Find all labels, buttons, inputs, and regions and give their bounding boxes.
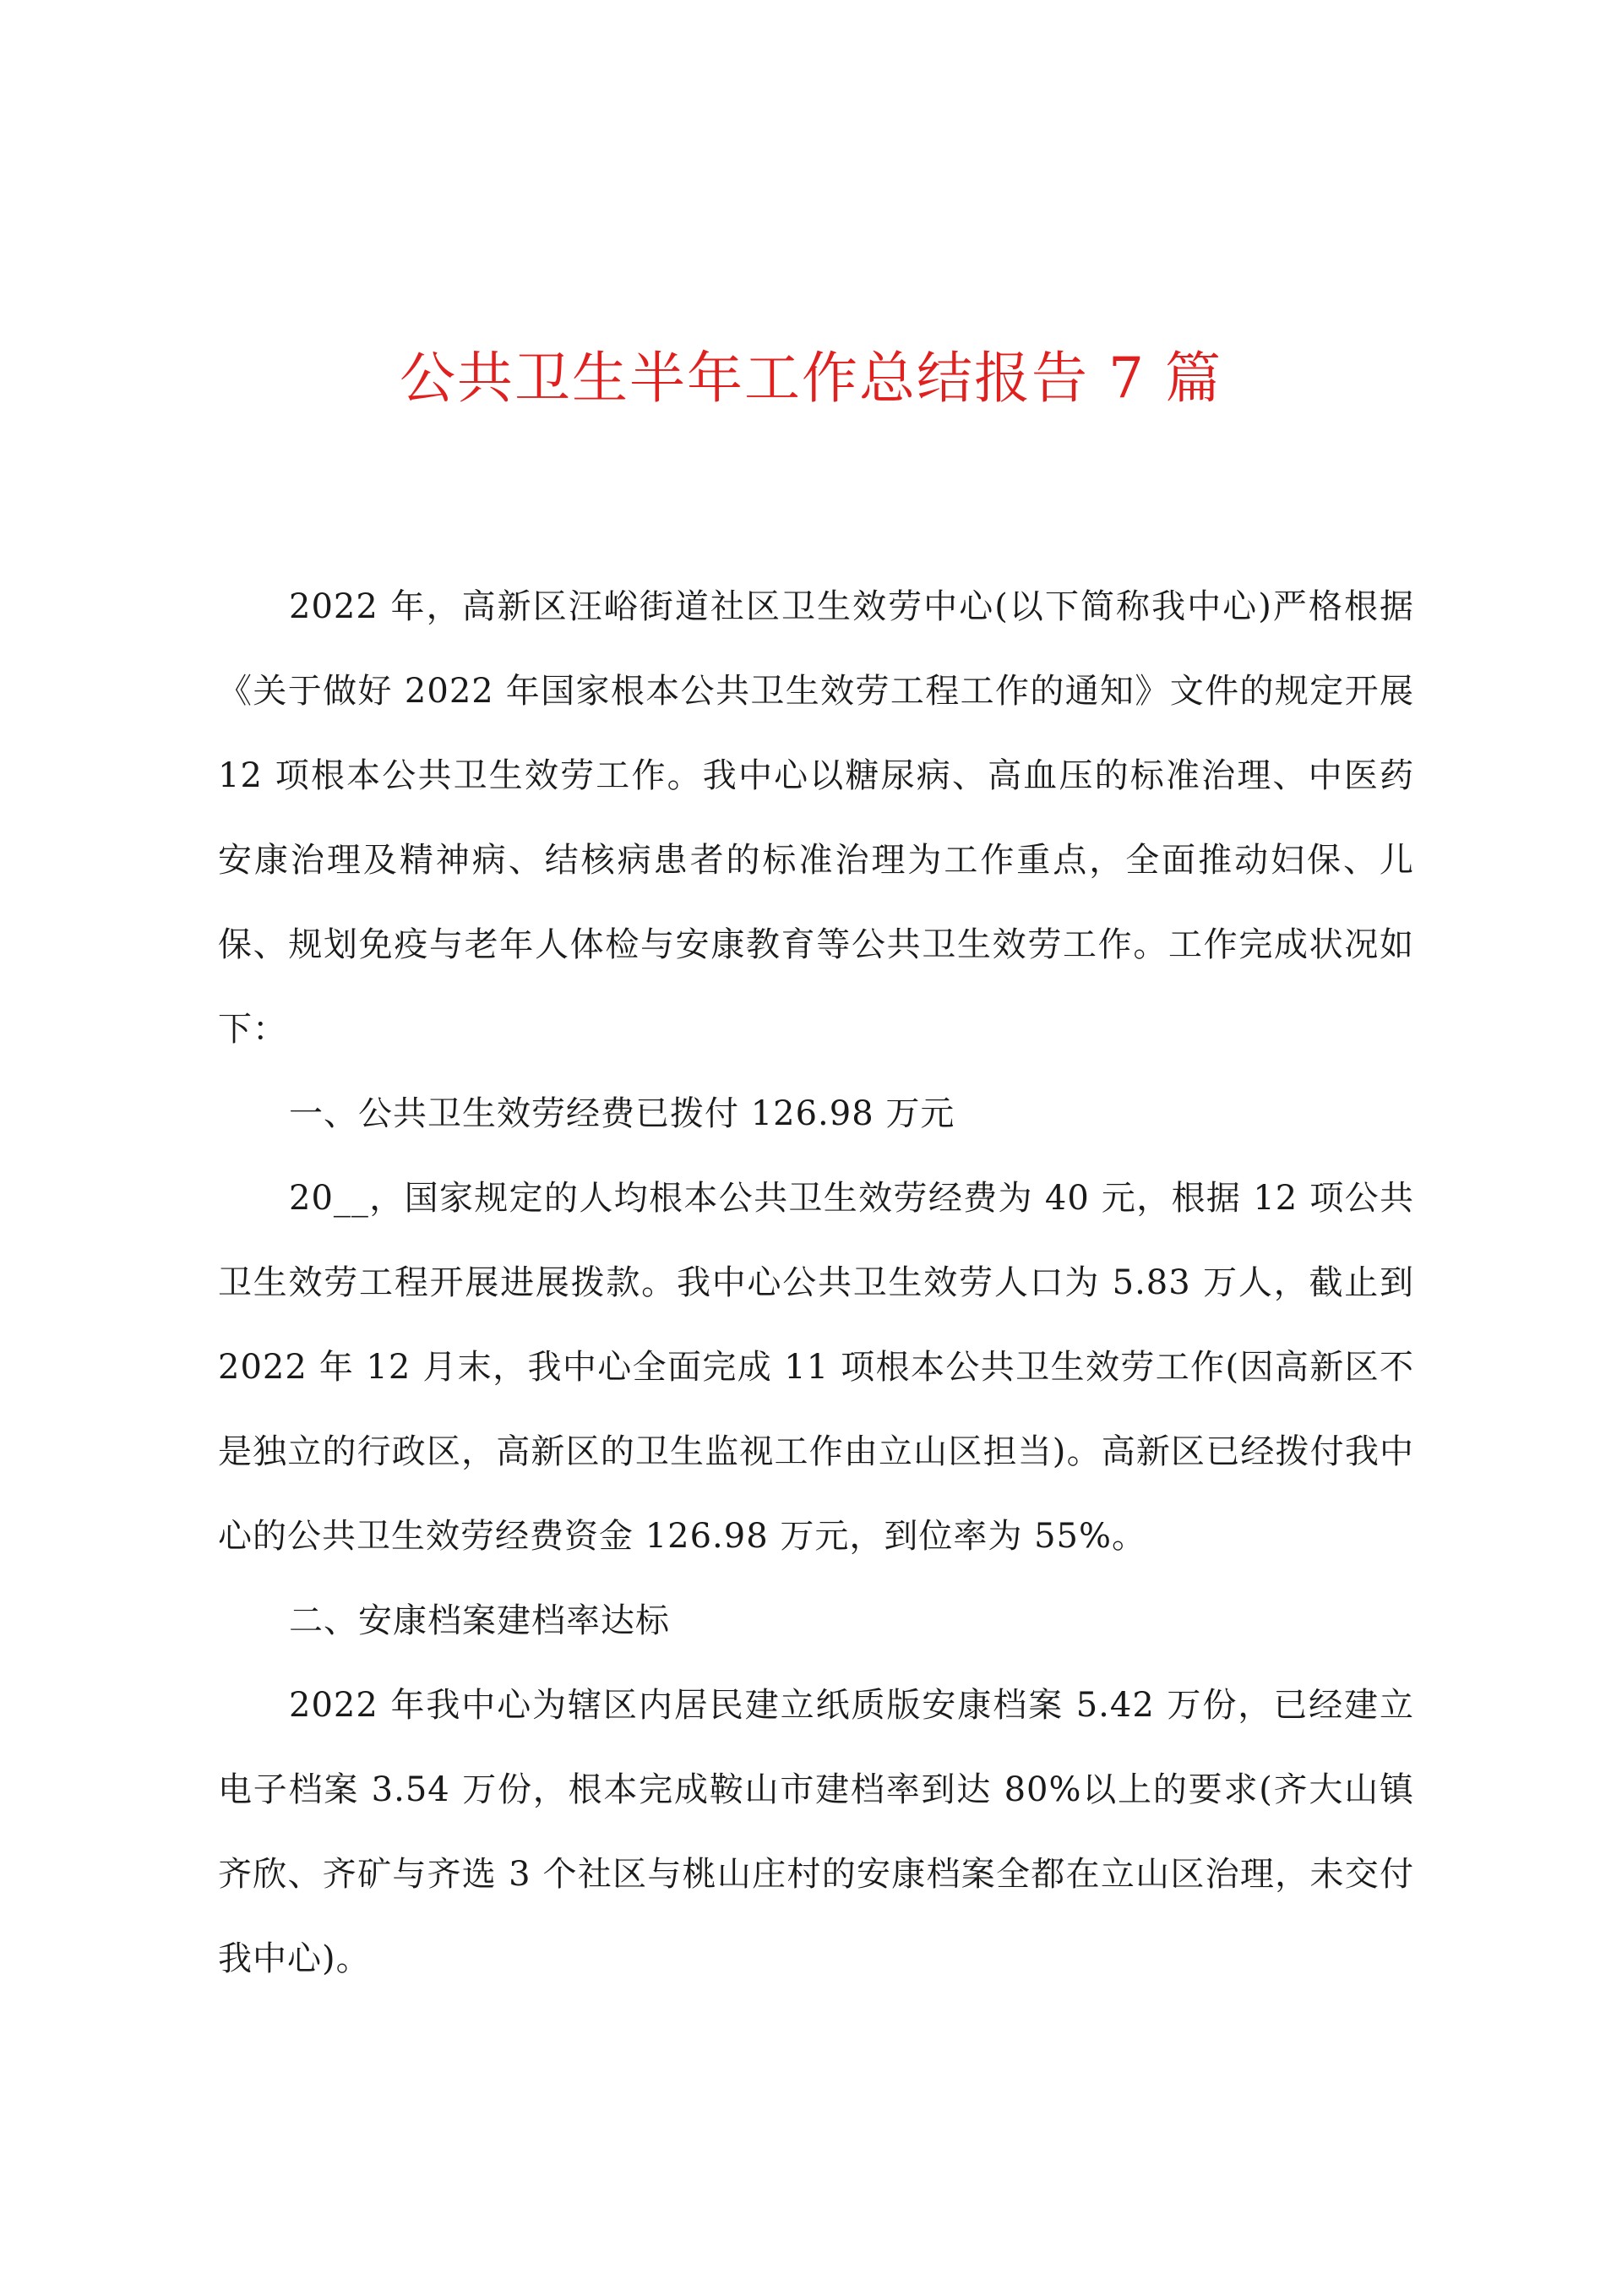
document-body: [218, 564, 1414, 2001]
paragraph-intro: 2022 年，高新区汪峪街道社区卫生效劳中心(以下简称我中心)严格根据《关于做好 2022 年国家根本公共卫生效劳工程工作的通知》文件的规定开展 12 项根本公共卫生效劳工作。我中心以糖尿病、高血压的标准治理、中医药安康治理及精神病、结核病患者的标准治理为工作重点，全面推动妇保、儿保、规划免疫与老年人体检与安康教育等公共卫生效劳工作。工作完成状况如下：: [218, 587, 1414, 1049]
paragraph-records: 2022 年我中心为辖区内居民建立纸质版安康档案 5.42 万份，已经建立电子档案 3.54 万份，根本完成鞍山市建档率到达 80%以上的要求(齐大山镇齐欣、齐矿与齐选 3 个社区与桃山庄村的安康档案全都在立山区治理，未交付我中心)。: [218, 1686, 1414, 1978]
paragraph-funding: 20__，国家规定的人均根本公共卫生效劳经费为 40 元，根据 12 项公共卫生效劳工程开展进展拨款。我中心公共卫生效劳人口为 5.83 万人，截止到 2022 年 12 月末，我中心全面完成 11 项根本公共卫生效劳工作(因高新区不是独立的行政区，高新区的卫生监视工作由立山区担当)。高新区已经拨付我中心的公共卫生效劳经费资金 126.98 万元，到位率为 55%。: [218, 1179, 1414, 1556]
document-title: 公共卫生半年工作总结报告 7 篇: [400, 346, 1222, 411]
section-heading-funding: 一、公共卫生效劳经费已拨付 126.98 万元: [289, 1094, 955, 1133]
section-heading-records: 二、安康档案建档率达标: [289, 1601, 670, 1640]
